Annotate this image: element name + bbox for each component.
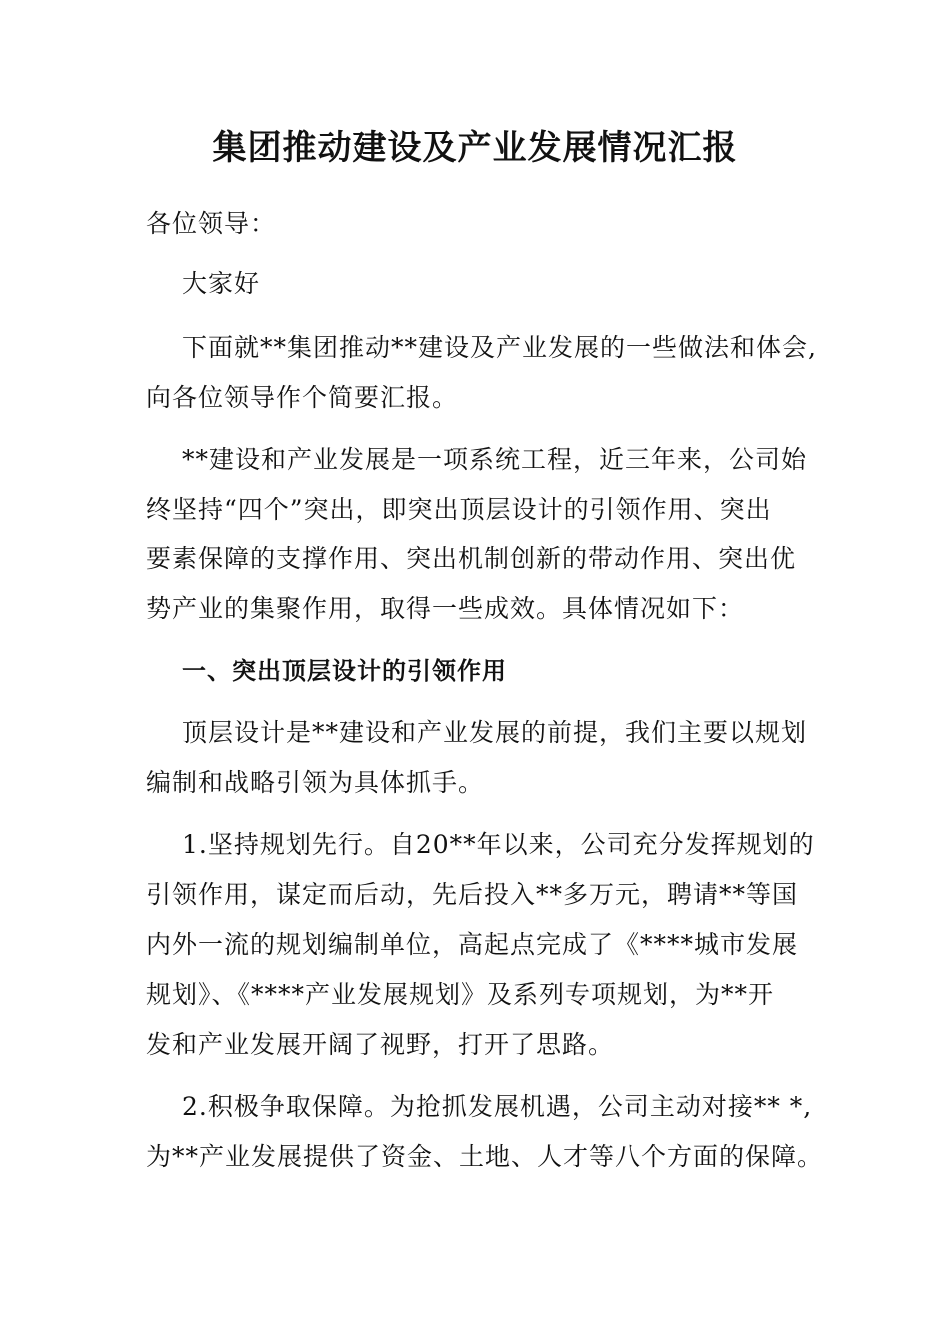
paragraph-line: **建设和产业发展是一项系统工程，近三年来，公司始 [182,445,808,474]
paragraph-line: 发和产业发展开阔了视野，打开了思路。 [146,1030,615,1059]
paragraph-line: 编制和战略引领为具体抓手。 [146,768,485,797]
paragraph-line: 为**产业发展提供了资金、土地、人才等八个方面的保障。 [146,1142,824,1171]
paragraph-line: 势产业的集聚作用，取得一些成效。具体情况如下： [146,594,745,623]
paragraph-line: 要素保障的支撑作用、突出机制创新的带动作用、突出优 [146,544,797,573]
paragraph-line: 2.积极争取保障。为抢抓发展机遇，公司主动对接** *, [182,1092,813,1121]
paragraph-line: 向各位领导作个简要汇报。 [146,383,459,412]
salutation: 各位领导： [146,209,277,238]
paragraph-line: 引领作用，谋定而后动，先后投入**多万元，聘请**等国 [146,880,799,909]
paragraph-line: 内外一流的规划编制单位，高起点完成了《****城市发展 [146,930,799,959]
paragraph-line: 1.坚持规划先行。自20**年以来，公司充分发挥规划的 [182,830,815,859]
greeting: 大家好 [182,269,261,298]
document-title: 集团推动建设及产业发展情况汇报 [212,128,738,168]
paragraph-line: 规划》、《****产业发展规划》及系列专项规划，为**开 [146,980,775,1009]
paragraph-line: 下面就**集团推动**建设及产业发展的一些做法和体会, [182,333,817,362]
paragraph-line: 顶层设计是**建设和产业发展的前提，我们主要以规划 [182,718,808,747]
paragraph-line: 终坚持“四个”突出，即突出顶层设计的引领作用、突出 [146,495,772,524]
section-heading: 一、突出顶层设计的引领作用 [182,657,507,685]
